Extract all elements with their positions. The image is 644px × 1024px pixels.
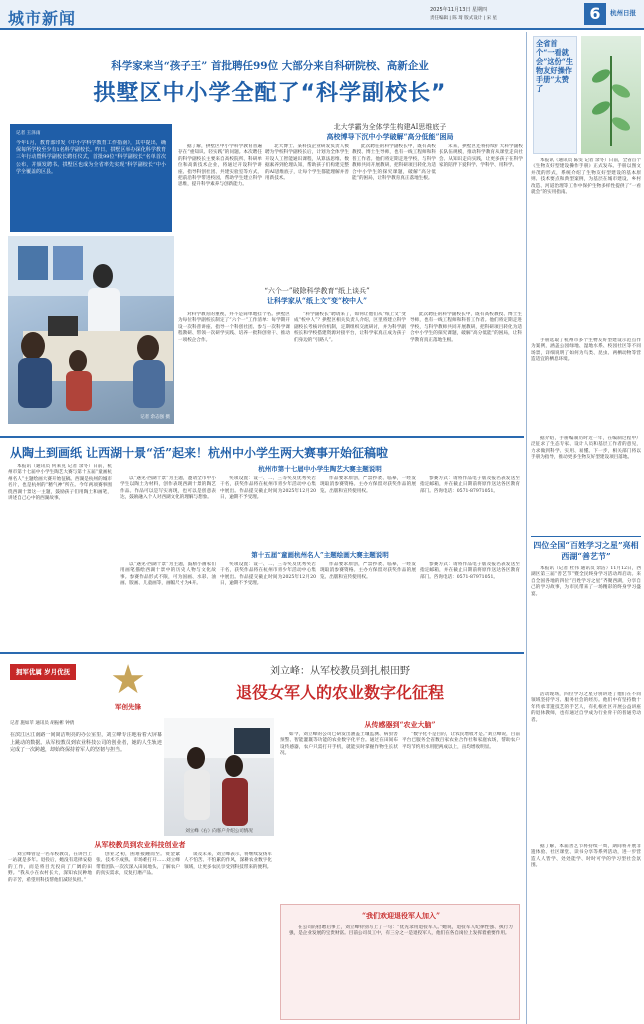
body-col-6 xyxy=(294,312,406,424)
body-paragraph: 活动现场，四位学习之星分别讲述了他们在不同领域坚持学习、服务社会的经历。他们中有坚持数十年传承非遗技艺的手艺人，有扎根社区开展公益讲座的退休教师，也有通过自学成为行业骨干的普通劳动者。 xyxy=(531,692,641,723)
subhead-4: 让科学家从“纸上文”变“校中人” xyxy=(266,296,368,305)
column-banner: 拥军优属 岁月优抚 xyxy=(10,664,76,680)
body-paragraph: 据了解，拱墅区中小学科学教育普遍存在“重知识、轻实践”的问题。本次聘任的科学副校长主要来自高校院所、科研单位和高新技术企业，将通过开设科学讲座、指导科创社团、共建实验室等方式，把前沿科学带进校园，帮助学生建立科学思维，提升科学素养与创新能力。 xyxy=(178,144,262,188)
badge-title: 军创先锋 xyxy=(115,703,141,711)
body-paragraph: 据了解，本届善艺节将持续一周，期间将开展非遗体验、社区课堂、读书分享等系列活动，进一步营造人人皆学、处处能学、时时可学的学习型社会氛围。 xyxy=(531,844,641,869)
body-col-5 xyxy=(178,312,290,424)
veteran-photo xyxy=(164,718,274,836)
subhead-2: 高校博导下沉中小学破解“高分低能”困局 xyxy=(326,132,454,141)
body-paragraph: 据介绍，手册编制历时近一年，在编制过程中广泛征求了生态专家、设计人员和基层工作者的意见，力求做到科学、实用、易懂。下一步，相关部门将以手册为指导，推动更多生物友好型建设项目落地。 xyxy=(531,436,641,461)
body-paragraph: 参赛方式：请将作品电子版及报名表发送至指定邮箱，并在截止日期前将原作送达各区教育部门。咨询电话：0571-87971051。 xyxy=(420,476,520,494)
veteran-col-2 xyxy=(96,852,180,1020)
body-paragraph: 以“遇见·西湖十景”为主题，邀请全市中小学生以陶土为材料，创作表现西湖十景的陶艺作品。作品可以是写实再现，也可以是创意表达，鼓励融入个人对西湖文化的理解与想象。 xyxy=(120,476,216,501)
contest-headline: 从陶土到画纸 让西湖十景“活”起来！杭州中小学生两大赛事开始征稿啦 xyxy=(10,446,388,460)
contest2-title: 第十五届“童画杭州名人”主题绘画大赛主题说明 xyxy=(251,551,389,559)
body-paragraph: 参赛方式：请将作品电子版及报名表发送至指定邮箱，并在截止日期前将原作送达各区教育部门。咨询电话：0571-87971051。 xyxy=(420,562,520,580)
body-paragraph: 奖项设置：设一、二、三等奖及优秀奖若干名，获奖作品将在杭州市青少年活动中心集中展出。作品提交截止时间为2025年12月20日，逾期不予受理。 xyxy=(220,562,316,587)
contest1-col-4 xyxy=(420,476,520,546)
article-contest xyxy=(0,436,524,650)
page-number: 6 xyxy=(584,3,606,25)
sidebar-body-4 xyxy=(531,566,641,690)
contest2-col-4 xyxy=(420,562,520,646)
article-kicker: 科学家来当“孩子王” 首批聘任99位 大部分来自科研院校、高新企业 xyxy=(111,60,429,72)
sidebar-divider xyxy=(531,536,641,537)
lab-photo xyxy=(8,236,174,424)
sidebar-headline-1: 全省首个“一看就会”这份“生物友好操作手册”太赞了 xyxy=(536,39,574,93)
body-col-4 xyxy=(439,144,523,288)
body-paragraph: 对科学教育的重视，并不是简单地挂个名。拱墅区为每位科学副校长制定了“六个一”工作清单：每学期开设一次科普讲座、指导一个科创社团、参与一次科学课程教研、带领一次研学实践、培养一批科创骨干、推动一项校企合作。 xyxy=(178,312,290,343)
body-paragraph: 未来，拱墅区还将持续扩大科学副校长队伍规模，推动科学教育从课堂走向社会、从知识走向实践，让更多孩子在科学家的陪伴下爱科学、学科学、用科学。 xyxy=(439,144,523,169)
contest2-col-3 xyxy=(320,562,416,646)
byline: 记者 王泽雨 xyxy=(16,131,41,136)
body-paragraph: 奖项设置：设一、二、三等奖及优秀奖若干名，获奖作品将在杭州市青少年活动中心集中展出。作品提交截止时间为2025年12月20日，逾期不予受理。 xyxy=(220,476,316,501)
contest1-col-3 xyxy=(320,476,416,546)
veteran-col-5 xyxy=(402,732,520,898)
body-paragraph: 在公司的招聘启事上，刘立峰特别写上了一句：“优先录用退役军人。”她说，退役军人纪律性强、执行力强，是企业发展的宝贵财富。目前公司员工中，有三分之一是退役军人，他们在各自岗位上发挥着重要作用。 xyxy=(289,925,513,937)
body-paragraph: 本报讯（记者 杜伟 通讯员 余洁）11月12日，西湖区第三届“善艺节”暨全民终身学习活动周启动。来自全国各地的四位“百姓学习之星”齐聚西湖，分享自己的学习故事，为市民带来了一场精彩的终身学习盛宴。 xyxy=(531,566,641,597)
veteran-badge xyxy=(100,658,156,714)
veteran-byline: 记者 施如苹 通讯员 胡振彬 钟倩 xyxy=(10,721,75,726)
article-science-vice-principal xyxy=(0,32,524,436)
sidebar-title-1 xyxy=(533,36,577,154)
sidebar-headline-2: 四位全国“百姓学习之星”亮相西湖“善艺节” xyxy=(533,540,639,561)
body-paragraph: 本报讯（通讯员 何莱克 记者 余冬）日前，杭州市第十七届中小学生陶艺大赛与第十五届“童画杭州名人”主题绘画大赛开始征稿。西湖是杭州的城市名片，也是杭州的“精气神”所在。今年两项赛事围绕西湖十景这一主题，鼓励孩子们用陶土和画笔，讲述自己心中的西湖故事。 xyxy=(8,464,112,502)
contest2-col-2 xyxy=(220,562,316,646)
body-paragraph: 谈及未来，刘立峰表示，将继续发扬军人不怕苦、不怕累的作风，深耕农业数字化领域，让更多农民享受到科技带来的便利。 xyxy=(184,852,272,870)
body-paragraph: 以“遇见·西湖十景”为主题，鼓励小画家们用画笔描绘西湖十景中的历史人物与文化故事。参赛作品形式不限，可为国画、水彩、油画、版画、儿童画等，画幅尺寸为4开。 xyxy=(120,562,216,587)
body-paragraph: 刘立峰曾是一名军校教员，在讲台上一站就是多年。退役后，她没有选择安稳的工作，而是将目光投向了广阔的田野。“我从小在农村长大，深知农民种地的辛苦，希望用科技帮他们减轻负担。” xyxy=(8,852,92,883)
contest1-col-2 xyxy=(220,476,316,546)
veteran-subhead-2: 从传感器到“农业大脑” xyxy=(364,720,436,729)
veteran-photo-caption: 刘立峰（右）向客户介绍公司情况 xyxy=(185,829,253,834)
body-paragraph: “科学副校长”聘请来了，如何让他们从“纸上文”变成“校中人”？拱墅区相关负责人介绍，区里将建立科学副校长考核评价机制，定期组织交流研讨，并为科学副校长和学校搭建资源对接平台，让科学家真正成为孩子们身边的“引路人”。 xyxy=(294,312,406,343)
body-col-1 xyxy=(178,144,262,288)
body-paragraph: “数字化不是目的，让农民增收才是。”刘立峰说，目前平台已服务全省数百家农业合作社和家庭农场，帮助农户平均节约用水用肥两成以上，亩均增收明显。 xyxy=(402,732,520,750)
sidebar-body-2 xyxy=(531,338,641,434)
section-title: 城市新闻 xyxy=(8,9,77,28)
body-paragraph: 如今，刘立峰的公司已研发出涵盖土壤监测、病虫害预警、智能灌溉等功能的农业数字化平台。通过在田间布设传感器，农户只需打开手机，就能实时掌握作物生长状况。 xyxy=(280,732,398,757)
body-paragraph: 作品要求原创，严禁抄袭、临摹，一经发现取消参赛资格。主办方保留对获奖作品的展览、出版和宣传使用权。 xyxy=(320,562,416,580)
body-col-2 xyxy=(265,144,349,288)
contest1-title: 杭州市第十七届中小学生陶艺大赛主题说明 xyxy=(258,465,382,473)
subhead-1: 北大学霸为全体学生构建AI思维底子 xyxy=(333,123,447,131)
veteran-subhead-1: 从军校教员到农业科技创业者 xyxy=(94,840,186,849)
body-col-7 xyxy=(410,312,522,424)
body-paragraph: 本报讯（通讯员 陈雯 记者 余冬）日前，全省首个《生物友好型建设操作手册》正式发布。手册以图文并茂的形式，系统介绍了生物友好型建设的基本原则、技术要点和典型案例，为基层在城市建设、乡村改造、河道治理等工作中保护生物多样性提供了“一看就会”的实用指南。 xyxy=(531,158,641,196)
right-sidebar xyxy=(526,32,644,1024)
welcome-box-title: “我们欢迎退役军人加入” xyxy=(361,911,441,920)
article-headline: 拱墅区中小学全配了“科学副校长” xyxy=(93,81,447,106)
lead-box xyxy=(10,124,172,232)
subhead-3: “六个一”破除科学教育“纸上谈兵” xyxy=(264,287,370,295)
page-header xyxy=(0,0,644,30)
veteran-col-3 xyxy=(184,852,272,1020)
veteran-kicker: 刘立峰：从军校教员到扎根田野 xyxy=(270,666,410,677)
body-paragraph: 此次聘任的科学副校长中，既有高校教授、博士生导师，也有一线工程师和科普工作者。他们将定期走进学校，与科学教师共同开展教研，把科研项目转化为适合中小学生的探究课题，破解“高分低能”的困局，让科学教育真正落地生根。 xyxy=(352,144,436,182)
body-paragraph: 此次聘任的科学副校长中，既有高校教授、博士生导师，也有一线工程师和科普工作者。他们将定期走进学校，与科学教师共同开展教研，把科研项目转化为适合中小学生的探究课题，破解“高分低能”的困局，让科学教育真正落地生根。 xyxy=(410,312,522,343)
body-col-3 xyxy=(352,144,436,288)
contest2-col-1 xyxy=(120,562,216,646)
photo-caption: 记者 余志强 摄 xyxy=(140,415,170,420)
newspaper-logo: 杭州日报 xyxy=(610,9,636,17)
star-icon: ★ xyxy=(110,657,146,703)
contest-intro xyxy=(8,464,112,646)
issue-date: 2025年11月13日 星期四 xyxy=(430,7,488,13)
sidebar-body-1 xyxy=(531,158,641,336)
body-paragraph: 手册选取了杭州市多个生物友好型建设示范点作为案例，涵盖公园绿地、湿地水系、校园社区等不同场景，详细说明了如何为鸟类、昆虫、两栖动物等营造适宜的栖息环境。 xyxy=(531,338,641,363)
sidebar-body-3 xyxy=(531,436,641,532)
veteran-lead: 在滨江区江南路一间简洁明亮的办公室里，刘立峰专注地看着大屏幕上跳动的数据。从军校教员到农业科技公司的创业者，她的人生轨迹完成了一次跨越，却始终保持着军人的坚韧与担当。 xyxy=(10,732,162,753)
editor-credits: 责任编辑 | 陈 琦 版式设计 | 宋 星 xyxy=(430,16,498,21)
sidebar-body-5 xyxy=(531,692,641,842)
veteran-col-4 xyxy=(280,732,398,898)
contest1-col-1 xyxy=(120,476,216,546)
body-paragraph: 北大博士、某科技企业研发负责人被聘为学校科学副校长后，计划为全体学生开设人工智能通识课程，从算法思维、数据素养到伦理认知，帮助孩子们构建完整的AI思维底子，让每个学生都能理解并善用新技术。 xyxy=(265,144,349,182)
article-veteran xyxy=(0,652,524,1024)
sidebar-body-6 xyxy=(531,844,641,1020)
lead-paragraph: 今年1月，教育部印发《中小学科学教育工作指南》，其中提出，确保每所学校至少有1名科学副校长。昨日，拱墅区举办深化科学教育三年行动暨科学副校长聘任仪式，首批99位“科学副校长”名单首次公布，并颁发聘书。拱墅区也成为全省率先实现“科学副校长”中小学全覆盖的区县。 xyxy=(16,140,166,175)
veteran-col-1 xyxy=(8,852,92,1020)
body-paragraph: 创业之初，困难接踵而至。资金紧张、技术不成熟、市场难打开……刘立峰带着团队一次次深入田间地头，了解农户的真实需求，反复打磨产品。 xyxy=(96,852,180,877)
body-paragraph: 作品要求原创，严禁抄袭、临摹，一经发现取消参赛资格。主办方保留对获奖作品的展览、出版和宣传使用权。 xyxy=(320,476,416,494)
veteran-headline: 退役女军人的农业数字化征程 xyxy=(235,683,444,702)
welcome-box xyxy=(280,904,520,1020)
leaf-illustration xyxy=(581,36,641,154)
welcome-box-body xyxy=(289,925,513,1015)
